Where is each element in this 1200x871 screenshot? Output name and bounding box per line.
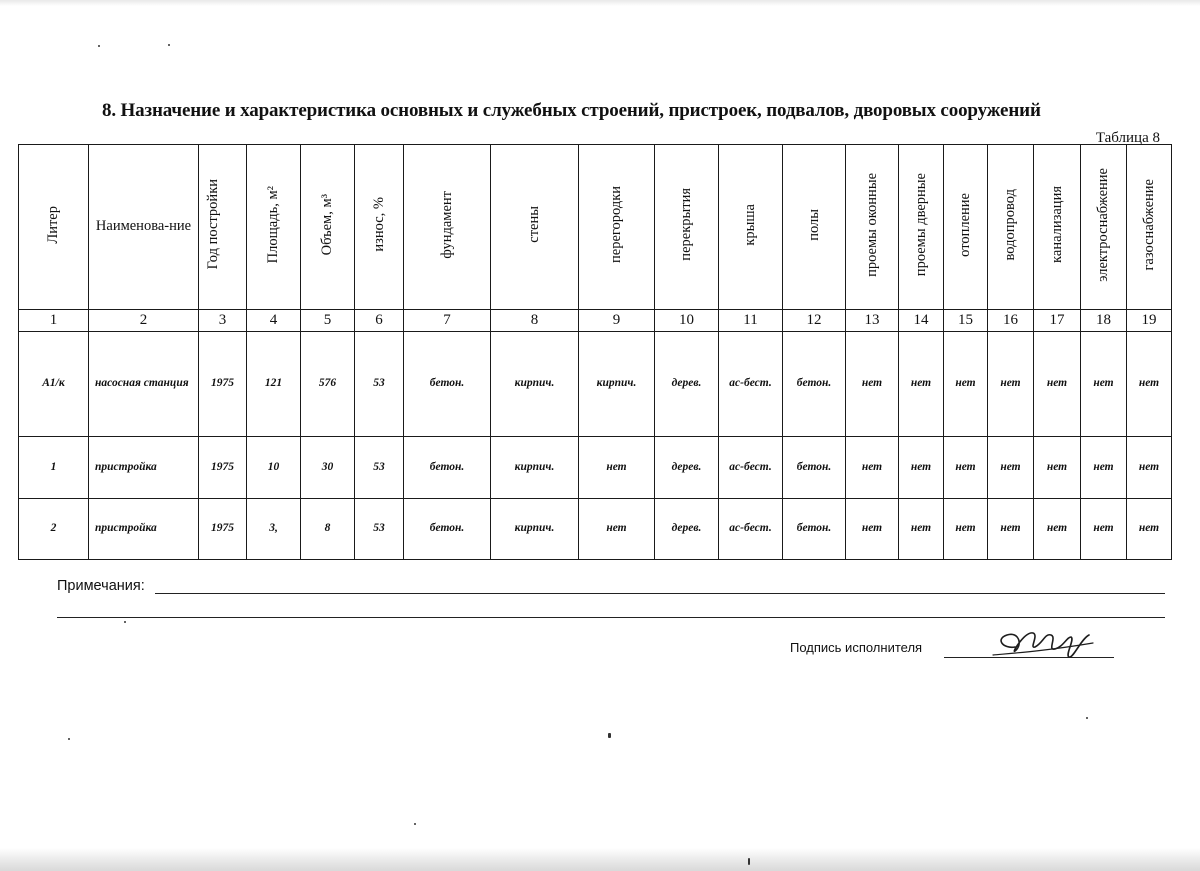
column-number: 16: [988, 310, 1034, 332]
scan-speck: [168, 44, 170, 46]
cell-walls: кирпич.: [491, 437, 579, 499]
cell-partitions: нет: [579, 437, 655, 499]
cell-walls: кирпич.: [491, 332, 579, 437]
cell-roof: ас-бест.: [719, 437, 783, 499]
cell-wear: 53: [355, 332, 404, 437]
cell-sewerage: нет: [1034, 437, 1081, 499]
cell-water-supply: нет: [988, 437, 1034, 499]
cell-window-openings: нет: [846, 332, 899, 437]
header-gas: газоснабжение: [1127, 145, 1172, 310]
cell-gas: нет: [1127, 499, 1172, 560]
cell-volume: 576: [301, 332, 355, 437]
column-number: 17: [1034, 310, 1081, 332]
header-water-supply: водопровод: [988, 145, 1034, 310]
cell-name: пристройка: [89, 437, 199, 499]
cell-partitions: кирпич.: [579, 332, 655, 437]
column-number: 8: [491, 310, 579, 332]
column-number: 4: [247, 310, 301, 332]
column-number: 3: [199, 310, 247, 332]
cell-name: пристройка: [89, 499, 199, 560]
cell-floors: бетон.: [783, 499, 846, 560]
column-number: 18: [1081, 310, 1127, 332]
cell-year: 1975: [199, 499, 247, 560]
header-walls: стены: [491, 145, 579, 310]
cell-foundation: бетон.: [404, 499, 491, 560]
cell-liter: А1/к: [19, 332, 89, 437]
header-sewerage: канализация: [1034, 145, 1081, 310]
cell-sewerage: нет: [1034, 499, 1081, 560]
header-year: Год постройки: [199, 145, 247, 310]
column-number: 9: [579, 310, 655, 332]
header-row: [19, 145, 1172, 310]
buildings-table: [18, 144, 1172, 560]
header-liter: Литер: [19, 145, 89, 310]
scan-edge-top: [0, 0, 1200, 6]
table-row: [19, 332, 1172, 437]
column-number: 2: [89, 310, 199, 332]
cell-liter: 1: [19, 437, 89, 499]
cell-area: 10: [247, 437, 301, 499]
cell-walls: кирпич.: [491, 499, 579, 560]
cell-roof: ас-бест.: [719, 499, 783, 560]
header-window-openings: проемы оконные: [846, 145, 899, 310]
column-number: 15: [944, 310, 988, 332]
cell-liter: 2: [19, 499, 89, 560]
cell-roof: ас-бест.: [719, 332, 783, 437]
cell-partitions: нет: [579, 499, 655, 560]
cell-volume: 8: [301, 499, 355, 560]
cell-heating: нет: [944, 332, 988, 437]
cell-electricity: нет: [1081, 437, 1127, 499]
cell-electricity: нет: [1081, 499, 1127, 560]
cell-door-openings: нет: [899, 332, 944, 437]
cell-floors: бетон.: [783, 332, 846, 437]
cell-door-openings: нет: [899, 437, 944, 499]
notes-line: [155, 593, 1165, 594]
cell-floors: бетон.: [783, 437, 846, 499]
header-floors-ceilings: перекрытия: [655, 145, 719, 310]
header-roof: крыша: [719, 145, 783, 310]
scan-speck: [1086, 717, 1088, 719]
header-electricity: электроснабжение: [1081, 145, 1127, 310]
cell-sewerage: нет: [1034, 332, 1081, 437]
cell-floors-ceilings: дерев.: [655, 437, 719, 499]
cell-electricity: нет: [1081, 332, 1127, 437]
cell-foundation: бетон.: [404, 332, 491, 437]
table-row: [19, 437, 1172, 499]
scan-speck: [608, 733, 611, 738]
notes-line: [57, 617, 1165, 618]
cell-area: 121: [247, 332, 301, 437]
cell-floors-ceilings: дерев.: [655, 499, 719, 560]
column-number-row: [19, 310, 1172, 332]
handwritten-signature: [985, 625, 1095, 665]
table-row: [19, 499, 1172, 560]
scan-speck: [98, 45, 100, 47]
cell-heating: нет: [944, 499, 988, 560]
header-name: Наименова-ние: [89, 145, 199, 310]
column-number: 7: [404, 310, 491, 332]
cell-wear: 53: [355, 437, 404, 499]
cell-foundation: бетон.: [404, 437, 491, 499]
header-wear: износ, %: [355, 145, 404, 310]
cell-window-openings: нет: [846, 437, 899, 499]
cell-water-supply: нет: [988, 499, 1034, 560]
header-floors: полы: [783, 145, 846, 310]
header-area: Площадь, м²: [247, 145, 301, 310]
scan-speck: [68, 738, 70, 740]
column-number: 13: [846, 310, 899, 332]
header-door-openings: проемы дверные: [899, 145, 944, 310]
cell-gas: нет: [1127, 332, 1172, 437]
scan-speck: [124, 621, 126, 623]
notes-label: Примечания:: [57, 578, 145, 594]
header-heating: отопление: [944, 145, 988, 310]
cell-name: насосная станция: [89, 332, 199, 437]
cell-floors-ceilings: дерев.: [655, 332, 719, 437]
column-number: 12: [783, 310, 846, 332]
cell-heating: нет: [944, 437, 988, 499]
cell-volume: 30: [301, 437, 355, 499]
signature-label: Подпись исполнителя: [790, 640, 923, 655]
cell-gas: нет: [1127, 437, 1172, 499]
header-volume: Объем, м³: [301, 145, 355, 310]
scan-speck: [414, 823, 416, 825]
cell-wear: 53: [355, 499, 404, 560]
column-number: 10: [655, 310, 719, 332]
cell-area: 3,: [247, 499, 301, 560]
cell-water-supply: нет: [988, 332, 1034, 437]
document-title: 8. Назначение и характеристика основных и служебных строений, пристроек, подвалов, дворовых сооружений: [102, 100, 1041, 121]
header-foundation: фундамент: [404, 145, 491, 310]
column-number: 5: [301, 310, 355, 332]
table-caption: Таблица 8: [1095, 130, 1160, 146]
cell-year: 1975: [199, 332, 247, 437]
cell-year: 1975: [199, 437, 247, 499]
column-number: 11: [719, 310, 783, 332]
column-number: 19: [1127, 310, 1172, 332]
scan-speck: [748, 858, 750, 865]
column-number: 1: [19, 310, 89, 332]
cell-door-openings: нет: [899, 499, 944, 560]
column-number: 14: [899, 310, 944, 332]
column-number: 6: [355, 310, 404, 332]
scan-edge-bottom: [0, 848, 1200, 871]
cell-window-openings: нет: [846, 499, 899, 560]
header-partitions: перегородки: [579, 145, 655, 310]
